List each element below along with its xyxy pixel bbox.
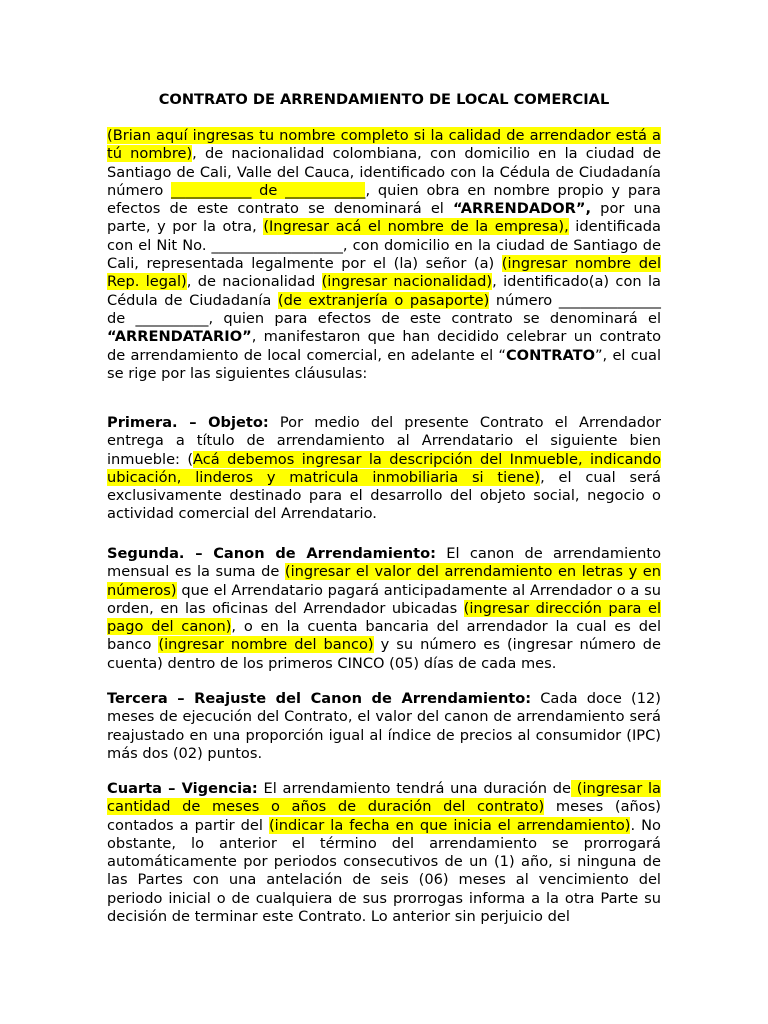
clause-objeto bbox=[107, 414, 661, 524]
paragraph-parties bbox=[107, 127, 661, 383]
clause-text: que el Arrendatario pagará anticipadamente al Arrendador o a su orden, en las oficinas del Arrendador ubicadas bbox=[107, 581, 661, 617]
term-arrendatario: “ARRENDATARIO” bbox=[107, 328, 252, 346]
clause-text: . No obstante, lo anterior el término del arrendamiento se prorrogará automáticamente por periodos consecutivos de un (1) año, si ninguna de las Partes con una antelación de seis (06) meses al vencimiento del periodo inicial o de cualquiera de sus prorrogas informa a la otra Parte su decisión de terminar este Contrato. Lo anterior sin perjuicio del bbox=[107, 816, 661, 926]
highlight-placeholder: (ingresar nacionalidad) bbox=[321, 273, 493, 291]
clause-text: Cada doce (12) meses de ejecución del Contrato, el valor del canon de arrendamiento será reajustado en una proporción igual al índice de precios al consumidor (IPC) más dos (02) puntos. bbox=[107, 690, 661, 762]
clause-text: , o en la cuenta bancaria del arrendador la cual es del banco bbox=[107, 618, 662, 654]
clause-text: , quien obra en nombre propio y para efectos de este contrato se denominará el bbox=[107, 181, 661, 218]
clause-reajuste bbox=[107, 690, 661, 763]
clause-text: , manifestaron que han decidido celebrar un contrato de arrendamiento de local comercial, en adelante el “ bbox=[107, 328, 661, 364]
highlight-placeholder: (ingresar la cantidad de meses o años de duración del contrato) bbox=[107, 780, 661, 816]
highlight-placeholder: (indicar la fecha en que inicia el arrendamiento) bbox=[268, 816, 631, 834]
clause-heading: Primera. – Objeto: bbox=[107, 414, 269, 431]
clause-heading: Tercera – Reajuste del Canon de Arrendamiento: bbox=[107, 690, 532, 707]
highlight-placeholder: ___________ de ___________ bbox=[171, 181, 366, 199]
clause-text: por una parte, y por la otra, bbox=[107, 200, 661, 236]
term-contrato: CONTRATO bbox=[505, 346, 595, 364]
clause-text: meses (años) contados a partir del bbox=[107, 798, 662, 834]
highlight-placeholder: Acá debemos ingresar la descripción del Inmueble, indicando ubicación, linderos y matricula inmobiliaria si tiene) bbox=[107, 450, 662, 486]
clause-text: ”, el cual se rige por las siguientes cláusulas: bbox=[107, 346, 662, 382]
highlight-placeholder: (ingresar nombre del banco) bbox=[158, 636, 374, 654]
clause-heading: Segunda. – Canon de Arrendamiento: bbox=[107, 545, 436, 562]
clause-vigencia bbox=[107, 780, 661, 926]
highlight-placeholder: (Brian aquí ingresas tu nombre completo si la calidad de arrendador está a tú nombre) bbox=[107, 127, 661, 163]
clause-text: , de nacionalidad colombiana, con domicilio en la ciudad de Santiago de Cali, Valle del Cauca, identificado con la Cédula de Ciudadanía número bbox=[107, 145, 661, 199]
highlight-placeholder: (ingresar dirección para el pago del canon) bbox=[107, 599, 661, 636]
highlight-placeholder: (ingresar nombre del Rep. legal) bbox=[107, 255, 661, 291]
clause-canon bbox=[107, 545, 661, 673]
highlight-placeholder: (Ingresar acá el nombre de la empresa), bbox=[263, 218, 569, 236]
clause-text: , identificado(a) con la Cédula de Ciudadanía bbox=[107, 273, 661, 309]
clause-text: número ______________ de __________, quien para efectos de este contrato se denominará el bbox=[107, 291, 661, 327]
term-arrendador: “ARRENDADOR”, bbox=[453, 200, 592, 218]
highlight-placeholder: (de extranjería o pasaporte) bbox=[277, 291, 490, 309]
clause-heading: Cuarta – Vigencia: bbox=[107, 780, 258, 797]
clause-text: El arrendamiento tendrá una duración de bbox=[257, 780, 572, 797]
highlight-placeholder: (ingresar el valor del arrendamiento en letras y en números) bbox=[107, 563, 662, 599]
document-title: CONTRATO DE ARRENDAMIENTO DE LOCAL COMERCIAL bbox=[158, 91, 610, 108]
clause-text: Por medio del presente Contrato el Arrendador entrega a título de arrendamiento al Arrendatario el siguiente bien inmueble: ( bbox=[107, 414, 662, 468]
clause-text: , el cual será exclusivamente destinado para el desarrollo del objeto social, negocio o actividad comercial del Arrendatario. bbox=[107, 468, 661, 523]
clause-text: , de nacionalidad bbox=[186, 273, 322, 291]
clause-text: identificada con el Nit No. __________________, con domicilio en la ciudad de Santiago de Cali, representada legalmente por el (la) señor (a) bbox=[107, 218, 661, 273]
clause-text: El canon de arrendamiento mensual es la suma de bbox=[107, 545, 662, 581]
clause-text: y su número es (ingresar número de cuenta) dentro de los primeros CINCO (05) días de cada mes. bbox=[107, 636, 661, 672]
